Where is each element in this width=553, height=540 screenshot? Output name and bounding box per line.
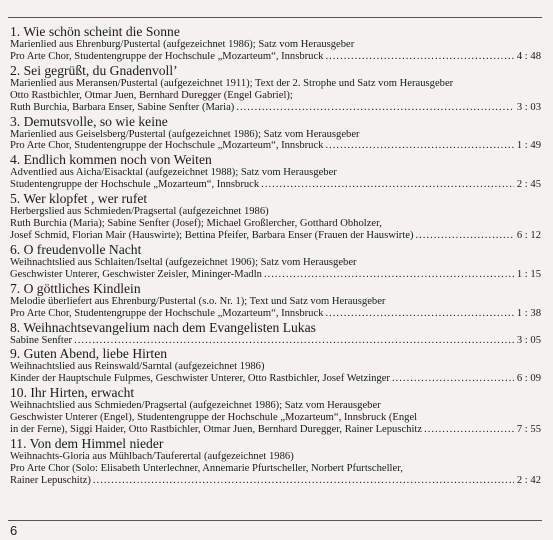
track-duration: 3 : 05 <box>516 334 541 346</box>
track-credit-line: Pro Arte Chor, Studentengruppe der Hochschule „Mozarteum“, Innsbruck <box>10 50 324 62</box>
track-duration: 6 : 12 <box>516 229 541 241</box>
track-credit-line: Ruth Burchia, Barbara Enser, Sabine Senfter (Maria) <box>10 101 235 113</box>
track-title: 2. Sei gegrüßt, du Gnadenvoll’ <box>10 62 178 78</box>
track-credit-line: Sabine Senfter <box>10 334 73 346</box>
track-credit-line: Marienlied aus Geiselsberg/Pustertal (aufgezeichnet 1986); Satz vom Herausgeber <box>10 128 360 140</box>
track-title: 3. Demutsvolle, so wie keine <box>10 113 168 129</box>
track-credit-row <box>10 179 541 191</box>
track-credit-row <box>10 373 541 385</box>
track-entry <box>10 385 541 436</box>
track-credit-row <box>10 475 541 487</box>
track-credit-line: Otto Rastbichler, Otmar Juen, Bernhard Duregger (Engel Gabriel); <box>10 89 293 101</box>
dot-leader <box>415 230 513 242</box>
track-credit-line: Melodie überliefert aus Ehrenburg/Pustertal (s.o. Nr. 1); Text und Satz vom Herausgeber <box>10 295 386 307</box>
track-credit-line: Weihnachtslied aus Reinswald/Sarntal (aufgezeichnet 1986) <box>10 361 265 373</box>
track-credit-line: Geschwister Unterer, Geschwister Zeisler, Mininger-Madln <box>10 268 262 280</box>
dot-leader <box>261 179 514 191</box>
page-number: 6 <box>10 523 18 538</box>
track-title: 4. Endlich kommen noch von Weiten <box>10 152 212 168</box>
track-entry <box>10 242 541 281</box>
dot-leader <box>93 475 514 487</box>
track-duration: 1 : 49 <box>516 140 541 152</box>
track-title: 11. Von dem Himmel nieder <box>10 435 164 451</box>
track-credit-row <box>10 51 541 63</box>
track-duration: 2 : 45 <box>516 179 541 191</box>
track-credit-row <box>10 230 541 242</box>
track-credit-line: in der Ferne), Siggi Haider, Otto Rastbichler, Otmar Juen, Bernhard Duregger, Rainer Lepuschitz <box>10 424 423 436</box>
track-credit-row <box>10 269 541 281</box>
track-credit-line: Weihnachtslied aus Schlaiten/Iseltal (aufgezeichnet 1906); Satz vom Herausgeber <box>10 256 357 268</box>
track-entry <box>10 152 541 191</box>
track-duration: 1 : 38 <box>516 307 541 319</box>
track-entry <box>10 24 541 63</box>
track-title: 1. Wie schön scheint die Sonne <box>10 24 180 39</box>
dot-leader <box>325 140 513 152</box>
track-credit-line: Pro Arte Chor (Solo: Elisabeth Unterlechner, Annemarie Pfurtscheller, Norbert Pfurtscheller, <box>10 462 403 474</box>
track-credit-line: Weihnachts-Gloria aus Mühlbach/Tauferertal (aufgezeichnet 1986) <box>10 450 294 462</box>
track-duration: 1 : 15 <box>516 268 541 280</box>
track-credit-line: Marienlied aus Ehrenburg/Pustertal (aufgezeichnet 1986); Satz vom Herausgeber <box>10 39 355 50</box>
track-entry <box>10 114 541 153</box>
track-credit-line: Rainer Lepuschitz) <box>10 474 91 486</box>
dot-leader <box>392 373 514 385</box>
dot-leader <box>325 51 513 63</box>
dot-leader <box>236 102 514 114</box>
dot-leader <box>74 335 514 347</box>
track-credit-line: Studentengruppe der Hochschule „Mozarteum“, Innsbruck <box>10 179 260 191</box>
track-credit-line: Josef Schmid, Florian Mair (Hauswirte); Bettina Pfeifer, Barbara Enser (Frauen der Hauswirte) <box>10 229 414 241</box>
track-credit-row <box>10 102 541 114</box>
dot-leader <box>325 308 513 320</box>
top-rule <box>8 17 542 18</box>
dot-leader <box>264 269 514 281</box>
track-duration: 2 : 42 <box>516 474 541 486</box>
track-entry <box>10 436 541 487</box>
track-title: 5. Wer klopfet , wer rufet <box>10 191 148 207</box>
track-duration: 3 : 03 <box>516 101 541 113</box>
track-entry <box>10 346 541 385</box>
track-credit-line: Pro Arte Chor, Studentengruppe der Hochschule „Mozarteum“, Innsbruck <box>10 140 324 152</box>
track-credit-line: Adventlied aus Aicha/Eisacktal (aufgezeichnet 1988); Satz vom Herausgeber <box>10 167 337 179</box>
track-entry <box>10 191 541 242</box>
track-title: 10. Ihr Hirten, erwacht <box>10 385 135 401</box>
track-title: 7. O göttliches Kindlein <box>10 280 141 296</box>
bottom-rule <box>8 520 542 521</box>
track-list <box>10 24 541 487</box>
track-title: 6. O freudenvolle Nacht <box>10 241 142 257</box>
track-title: 9. Guten Abend, liebe Hirten <box>10 346 168 362</box>
track-duration: 4 : 48 <box>516 50 541 62</box>
track-credit-row <box>10 335 541 347</box>
track-credit-line: Pro Arte Chor, Studentengruppe der Hochschule „Mozarteum“, Innsbruck <box>10 307 324 319</box>
track-credit-row <box>10 140 541 152</box>
track-duration: 6 : 09 <box>516 373 541 385</box>
track-credit-row <box>10 308 541 320</box>
track-credit-line: Herbergslied aus Schmieden/Pragsertal (aufgezeichnet 1986) <box>10 206 269 218</box>
track-title: 8. Weihnachtsevangelium nach dem Evangelisten Lukas <box>10 319 316 335</box>
track-credit-line: Weihnachtslied aus Schmieden/Pragsertal (aufgezeichnet 1986); Satz vom Herausgeber <box>10 400 381 412</box>
track-duration: 7 : 55 <box>516 424 541 436</box>
track-credit-line: Marienlied aus Meransen/Pustertal (aufgezeichnet 1911); Text der 2. Strophe und Satz vom Herausgeber <box>10 77 454 89</box>
track-credit-line: Kinder der Hauptschule Fulpmes, Geschwister Unterer, Otto Rastbichler, Josef Wetzinger <box>10 373 390 385</box>
track-entry <box>10 63 541 114</box>
track-credit-line: Geschwister Unterer (Engel), Studentengruppe der Hochschule „Mozarteum“, Innsbruck (Engel <box>10 412 418 424</box>
track-credit-line: Ruth Burchia (Maria); Sabine Senfter (Josef); Michael Großlercher, Gotthard Obholzer, <box>10 218 382 230</box>
track-entry <box>10 320 541 347</box>
track-entry <box>10 281 541 320</box>
track-credit-row <box>10 424 541 436</box>
dot-leader <box>424 424 514 436</box>
